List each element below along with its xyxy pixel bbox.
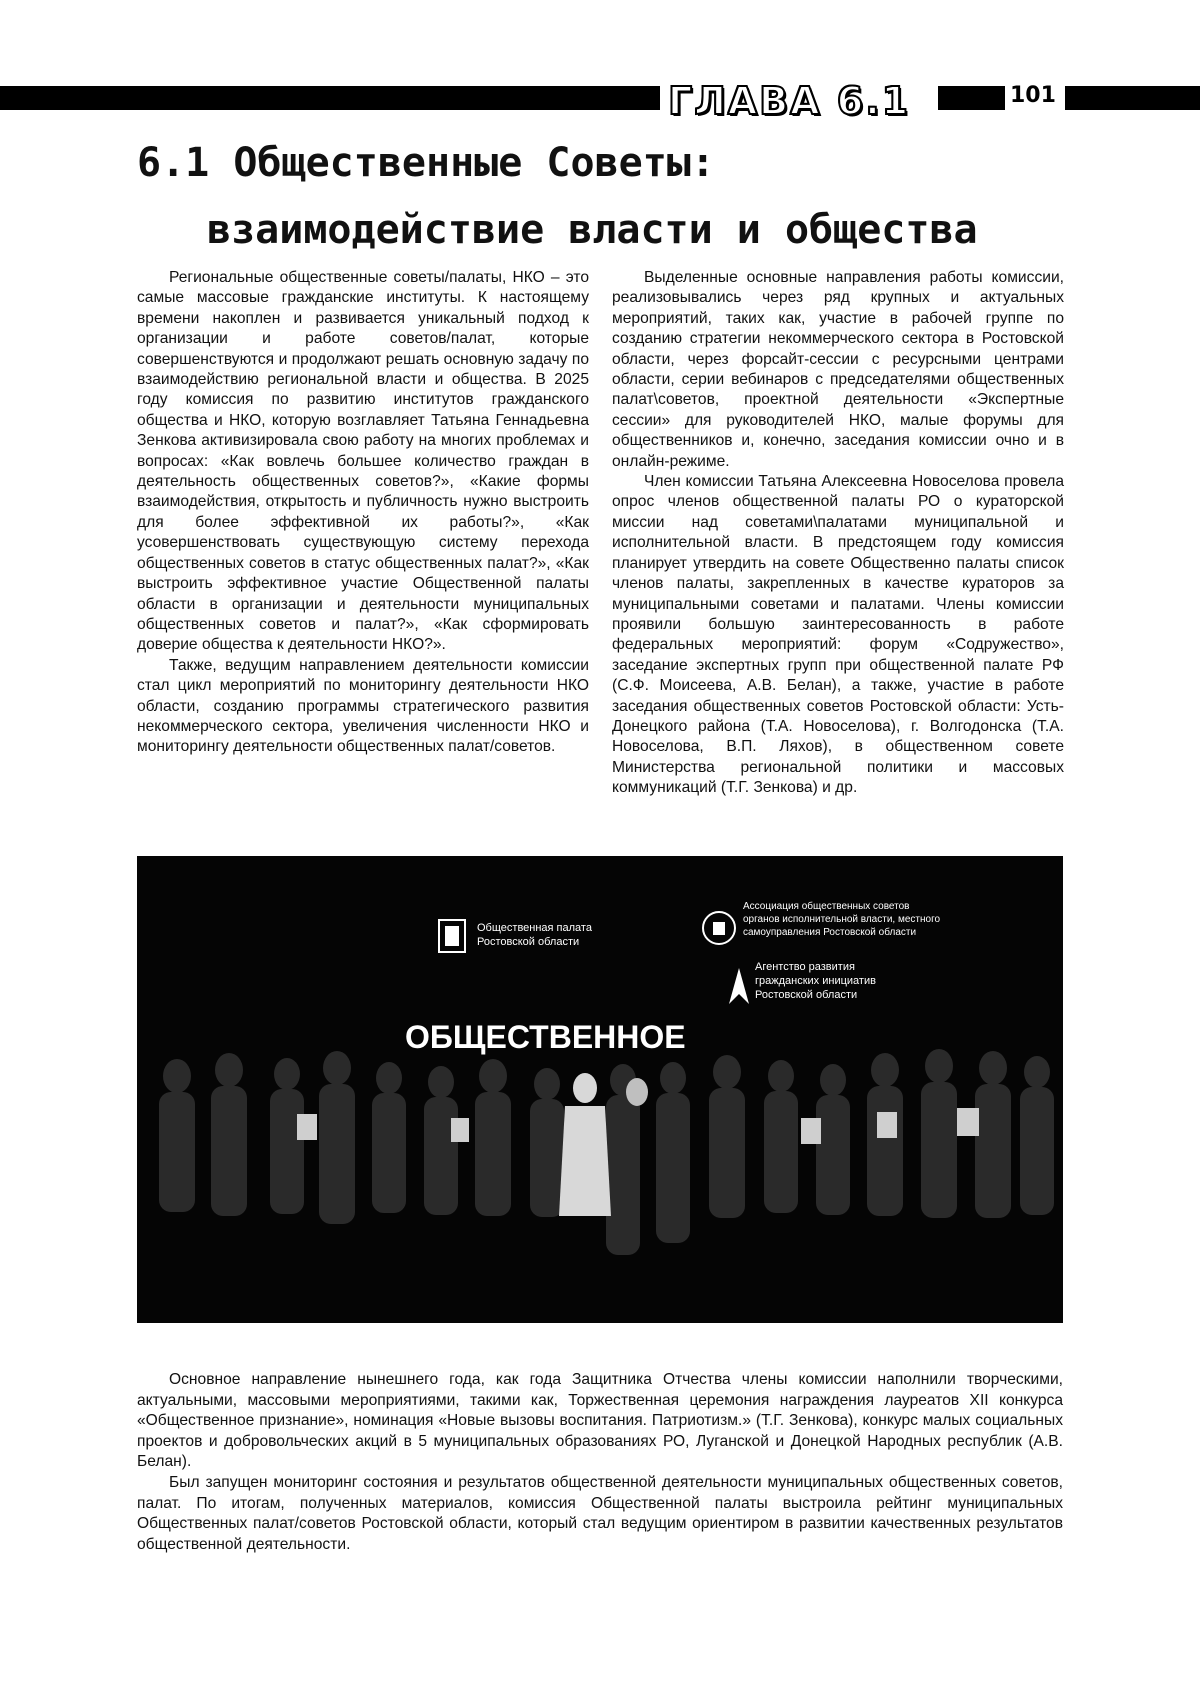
logo-left-line-1: Общественная палата: [477, 922, 592, 934]
header-bar-right: [1065, 86, 1200, 110]
header-bar-middle: [938, 86, 1005, 110]
left-paragraph-2: Также, ведущим направлением деятельности комиссии стал цикл мероприятий по мониторингу деятельности НКО области, созданию программы стратегического развития некоммерческого сектора, увеличения численности НКО и мониторингу деятельности общественных палат/советов.: [137, 656, 589, 756]
page-number: 101: [1010, 83, 1056, 108]
header-bar-left: [0, 86, 660, 110]
right-paragraph-1: Выделенные основные направления работы комиссии, реализовывались через ряд крупных и актуальных мероприятий, таких как, участие в рабочей группе по созданию стратегии некоммерческого сектора в Ростовской области, через форсайт-сессии с ресурсными центрами области, серии вебинаров с председателями общественных палат\советов, проектной деятельности «Экспертные сессии» для руководителей НКО, малые форумы для общественников и, конечно, заседания комиссии очно и в онлайн-режиме.: [612, 269, 1064, 470]
logo-assoc-line-1: Ассоциация общественных советов: [743, 901, 910, 912]
banner-text: ОБЩЕСТВЕННОЕ: [405, 1019, 686, 1055]
logo-agency-line-2: гражданских инициатив: [755, 975, 876, 987]
right-column: [612, 268, 1064, 799]
left-paragraph-1: Региональные общественные советы/палаты, НКО – это самые массовые гражданские институты. К настоящему времени накоплен и развивается уникальный подход к организации и работе советов/палат, которые совершенствуются и продолжают решать основную задачу по взаимодействию региональной власти и общества. В 2025 году комиссия по развитию институтов гражданского общества и НКО, которую возглавляет Татьяна Геннадьевна Зенкова активизировала свою работу на многих проблемах и вопросах: «Как вовлечь большее количество граждан в деятельность общественных советов?», «Какие формы взаимодействия, открытость и публичность нужно выстроить для более эффективной их работы?», «Как усовершенствовать существующую систему перехода общественных советов в статус общественных палат?», «Как выстроить эффективное участие Общественной палаты области в организации и деятельности муниципальных общественных советов и палат?», «Как сформировать доверие общества к деятельности НКО?».: [137, 269, 589, 654]
logo-left-line-2: Ростовской области: [477, 936, 580, 948]
event-photo-illustration: [137, 856, 1063, 1323]
chapter-label: ГЛАВА 6.1: [668, 79, 911, 123]
section-title-line-2: взаимодействие власти и общества: [207, 207, 978, 253]
bottom-paragraph-2: Был запущен мониторинг состояния и результатов общественной деятельности муниципальных общественных советов, палат. По итогам, полученных материалов, комиссия Общественной палаты выстроила рейтинг муниципальных Общественных палат/советов Ростовской области, который стал ведущим ориентиром в развитии качественных результатов общественной деятельности.: [137, 1473, 1063, 1553]
event-photo: [137, 856, 1063, 1323]
logo-agency-line-3: Ростовской области: [755, 989, 858, 1001]
chapter-header: [0, 79, 1200, 123]
section-title-line-1: 6.1 Общественные Советы:: [137, 140, 715, 186]
logo-assoc-line-2: органов исполнительной власти, местного: [743, 914, 941, 925]
bottom-text: [137, 1370, 1063, 1555]
logo-agency-line-1: Агентство развития: [755, 961, 855, 973]
right-paragraph-2: Член комиссии Татьяна Алексеевна Новоселова провела опрос членов общественной палаты РО о кураторской миссии над советами\палатами муниципальной и исполнительной власти. В предстоящем году комиссия планирует утвердить на совете Общественно палаты список членов палаты, закрепленных в качестве кураторов за муниципальными советами и палатами. Члены комиссии проявили большую заинтересованность в работе федеральных мероприятий: форум «Содружество», заседание экспертных групп при общественной палате РФ (С.Ф. Моисеева, А.В. Белан), а также, участие в работе заседания общественных советов Ростовской области: Усть-Донецкого района (Т.А. Новоселова), г. Волгодонска (Т.А. Новоселова, В.П. Ляхов), в общественном совете Министерства региональной политики и массовых коммуникаций (Т.Г. Зенкова) и др.: [612, 473, 1064, 797]
logo-assoc-line-3: самоуправления Ростовской области: [743, 927, 917, 938]
bottom-paragraph-1: Основное направление нынешнего года, как года Защитника Отчества члены комиссии наполнили творческими, актуальными, массовыми мероприятиями, такими как, Торжественная церемония награждения лауреатов XII конкурса «Общественное признание», номинация «Новые вызовы воспитания. Патриотизм.» (Т.Г. Зенкова), конкурс малых социальных проектов и добровольческих акций в 5 муниципальных образованиях РО, Луганской и Донецкой Народных республик (А.В. Белан).: [137, 1371, 1063, 1471]
left-column: [137, 268, 589, 758]
